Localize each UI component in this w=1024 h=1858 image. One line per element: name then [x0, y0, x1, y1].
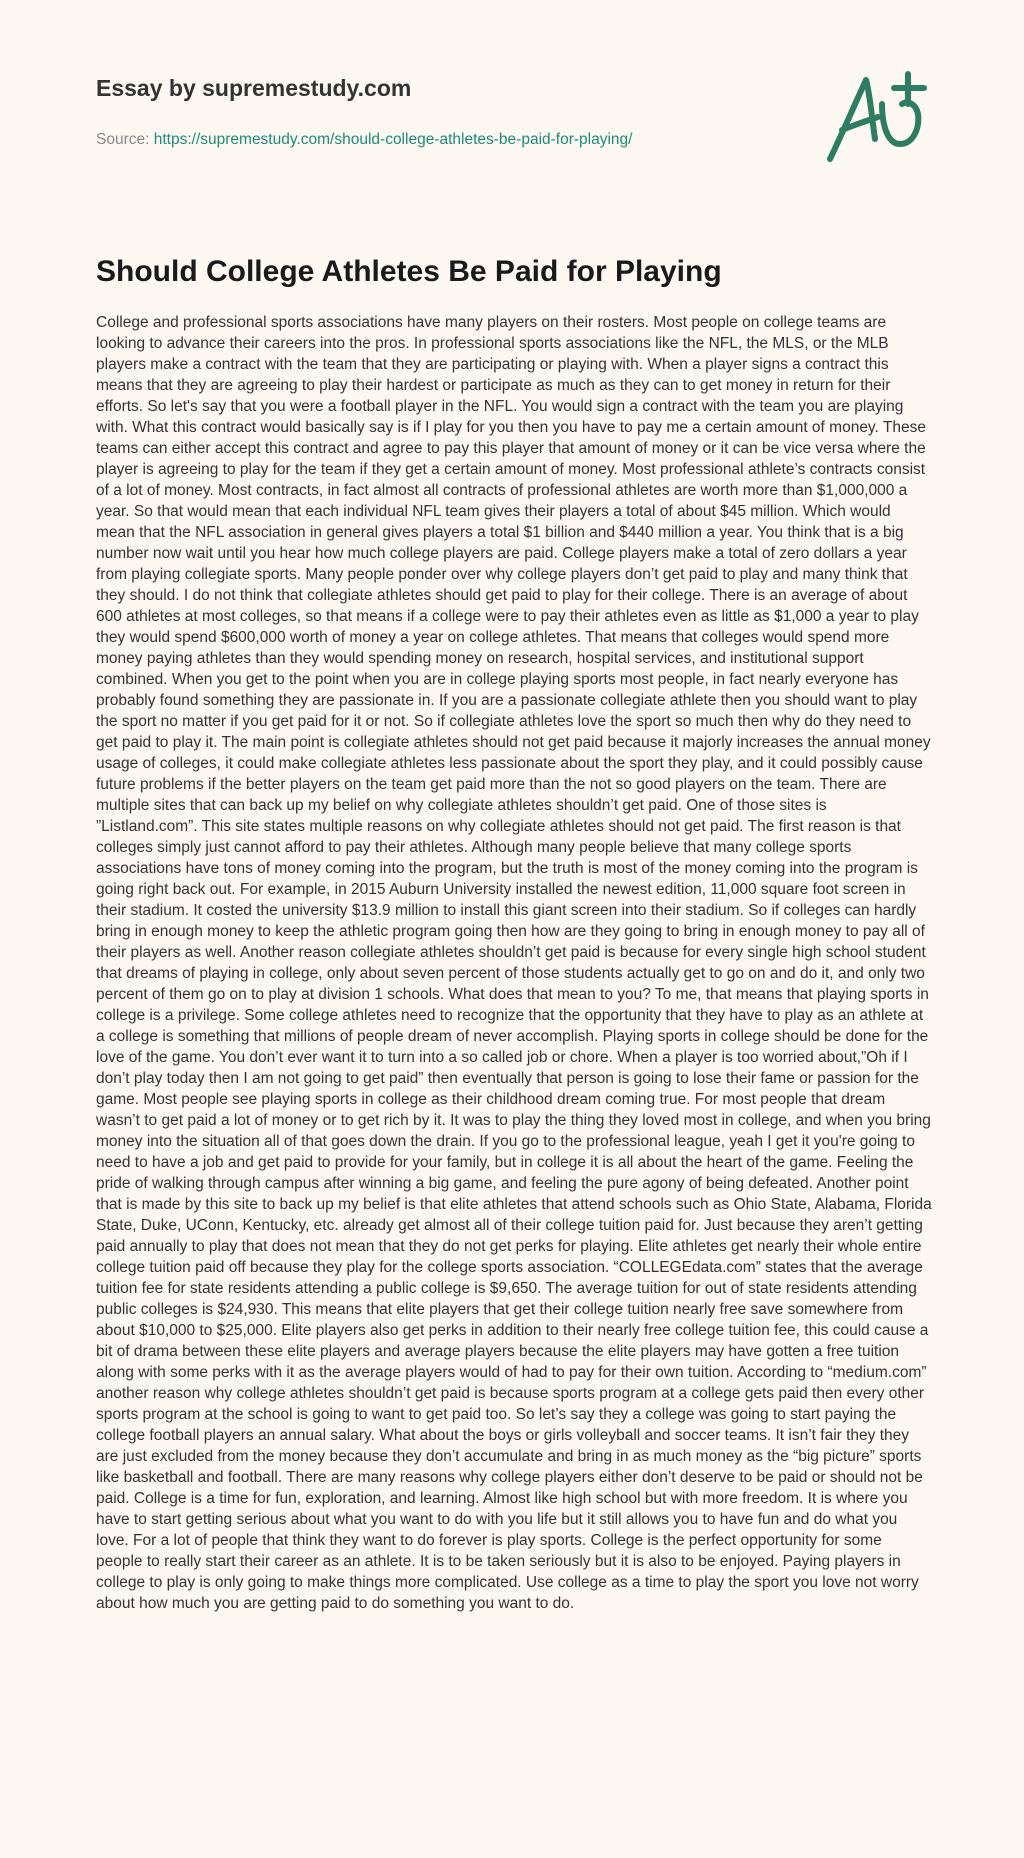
page-header [96, 72, 796, 150]
source-label: Source: [96, 131, 150, 148]
essay-body: College and professional sports associations have many players on their rosters. Most people on college teams are looking to advance their careers into the pros. In professional sports associations like the NFL, the MLS, or the MLB players make a contract with the team that they are participating or playing with. When a player signs a contract this means that they are agreeing to play their hardest or participate as much as they can to get money in return for their efforts. So let's say that you were a football player in the NFL. You would sign a contract with the team you are playing with. What this contract would basically say is if I play for you then you have to pay me a certain amount of money. These teams can either accept this contract and agree to pay this player that amount of money or it can be vice versa where the player is agreeing to play for the team if they get a certain amount of money. Most professional athlete’s contracts consist of a lot of money. Most contracts, in fact almost all contracts of professional athletes are worth more than $1,000,000 a year. So that would mean that each individual NFL team gives their players a total of about $45 million. Which would mean that the NFL association in general gives players a total $1 billion and $440 million a year. You think that is a big number now wait until you hear how much college players are paid. College players make a total of zero dollars a year from playing collegiate sports. Many people ponder over why college players don’t get paid to play and many think that they should. I do not think that collegiate athletes should get paid to play for their college. There is an average of about 600 athletes at most colleges, so that means if a college were to pay their athletes even as little as $1,000 a year to play they would spend $600,000 worth of money a year on college athletes. That means that colleges would spend more money paying athletes than they would spending money on research, hospital services, and institutional support combined. When you get to the point when you are in college playing sports most people, in fact nearly everyone has probably found something they are passionate in. If you are a passionate collegiate athlete then you should want to play the sport no matter if you get paid for it or not. So if collegiate athletes love the sport so much then why do they need to get paid to play it. The main point is collegiate athletes should not get paid because it majorly increases the annual money usage of colleges, it could make collegiate athletes less passionate about the sport they play, and it could possibly cause future problems if the better players on the team get paid more than the not so good players on the team. There are multiple sites that can back up my belief on why collegiate athletes shouldn’t get paid. One of those sites is ”Listland.com”. This site states multiple reasons on why collegiate athletes should not get paid. The first reason is that colleges simply just cannot afford to pay their athletes. Although many people believe that many college sports associations have tons of money coming into the program, but the truth is most of the money coming into the program is going right back out. For example, in 2015 Auburn University installed the newest edition, 11,000 square foot screen in their stadium. It costed the university $13.9 million to install this giant screen into their stadium. So if colleges can hardly bring in enough money to keep the athletic program going then how are they going to bring in enough money to pay all of their players as well. Another reason collegiate athletes shouldn’t get paid is because for every single high school student that dreams of playing in college, only about seven percent of those students actually get to go on and do it, and only two percent of them go on to play at division 1 schools. What does that mean to you? To me, that means that playing sports in college is a privilege. Some college athletes need to recognize that the opportunity that they have to play as an athlete at a college is something that millions of people dream of never accomplish. Playing sports in college should be done for the love of the game. You don’t ever want it to turn into a so called job or chore. When a player is too worried about,”Oh if I don’t play today then I am not going to get paid” then eventually that person is going to lose their fame or passion for the game. Most people see playing sports in college as their childhood dream coming true. For most people that dream wasn’t to get paid a lot of money or to get rich by it. It was to play the thing they loved most in college, and when you bring money into the situation all of that goes down the drain. If you go to the professional league, yeah I get it you're going to need to have a job and get paid to provide for your family, but in college it is all about the heart of the game. Feeling the pride of walking through campus after winning a big game, and feeling the pure agony of being defeated. Another point that is made by this site to back up my belief is that elite athletes that attend schools such as Ohio State, Alabama, Florida State, Duke, UConn, Kentucky, etc. already get almost all of their college tuition paid for. Just because they aren’t getting paid annually to play that does not mean that they do not get perks for playing. Elite athletes get nearly their whole entire college tuition paid off because they play for the college sports association. “COLLEGEdata.com” states that the average tuition fee for state residents attending a public college is $9,650. The average tuition for out of state residents attending public colleges is $24,930. This means that elite players that get their college tuition nearly free save somewhere from about $10,000 to $25,000. Elite players also get perks in addition to their nearly free college tuition fee, this could cause a bit of drama between these elite players and average players because the elite players may have gotten a free tuition along with some perks with it as the average players would of had to pay for their own tuition. According to “medium.com” another reason why college athletes shouldn’t get paid is because sports program at a college gets paid then every other sports program at the school is going to want to get paid too. So let’s say they a college was going to start paying the college football players an annual salary. What about the boys or girls volleyball and soccer teams. It isn’t fair they they are just excluded from the money because they don’t accumulate and bring in as much money as the “big picture” sports like basketball and football. There are many reasons why college players either don’t deserve to be paid or should not be paid. College is a time for fun, exploration, and learning. Almost like high school but with more freedom. It is where you have to start getting serious about what you want to do with you life but it still allows you to have fun and do what you love. For a lot of people that think they want to do forever is play sports. College is the perfect opportunity for some people to really start their career as an athlete. It is to be taken seriously but it is also to be enjoyed. Paying players in college to play is only going to make things more complicated. Use college as a time to play the sport you love not worry about how much you are getting paid to do something you want to do. [96, 314, 932, 1612]
a-plus-grade-icon [820, 64, 940, 174]
source-line [96, 130, 796, 150]
brand-title: Essay by supremestudy.com [96, 75, 412, 101]
a-plus-logo-graphic [820, 64, 940, 174]
essay-title: Should College Athletes Be Paid for Playing [96, 255, 722, 288]
source-link[interactable]: https://supremestudy.com/should-college-athletes-be-paid-for-playing/ [153, 131, 633, 148]
